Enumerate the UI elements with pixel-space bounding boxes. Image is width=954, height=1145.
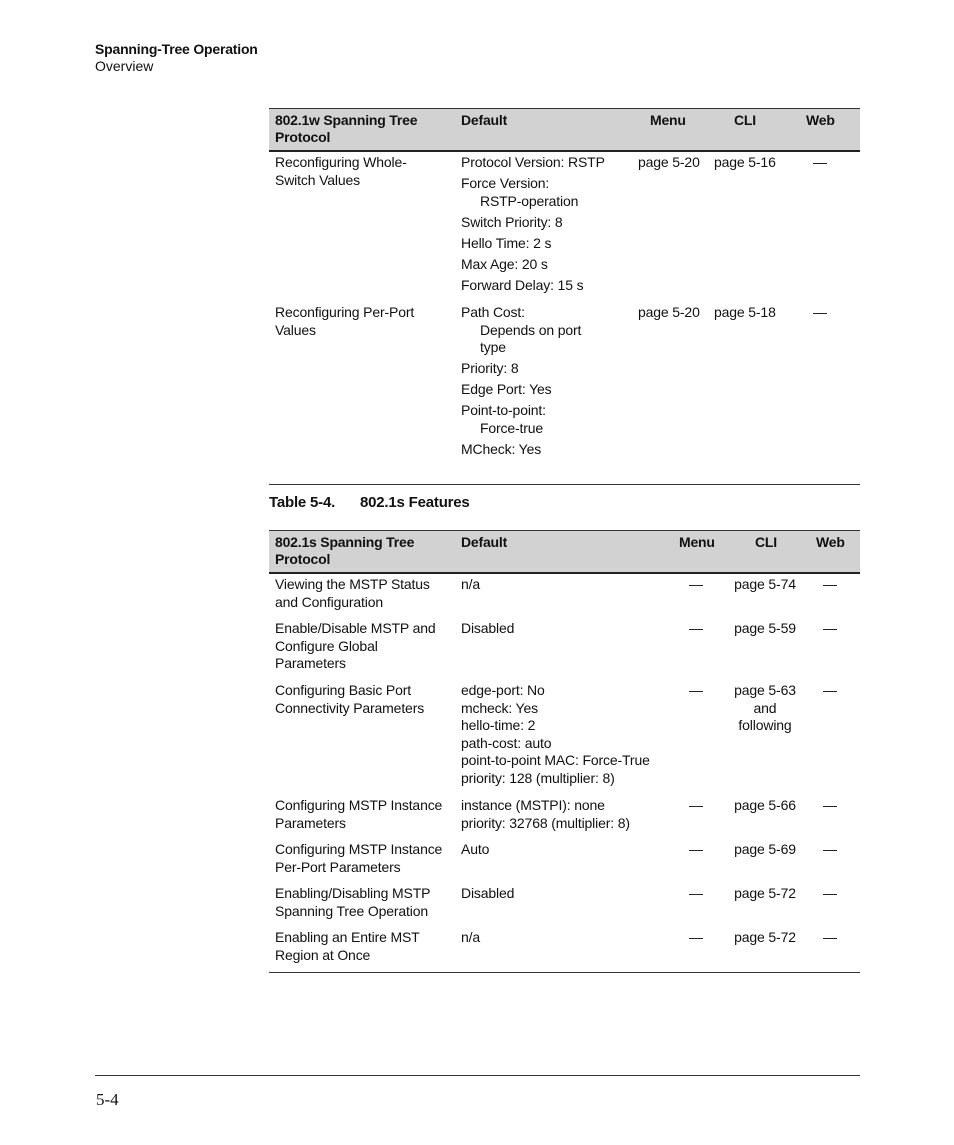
column-header-default: Default [461, 112, 508, 128]
cli-cell: page 5-66 [734, 797, 796, 813]
web-cell: — [823, 797, 837, 813]
column-header-web: Web [806, 112, 835, 128]
cli-cell: page 5-18 [714, 304, 776, 320]
column-header-cli: CLI [755, 534, 777, 550]
cli-cell: page 5-16 [714, 154, 776, 170]
column-header-cli: CLI [734, 112, 756, 128]
cli-cell: page 5-72 [734, 929, 796, 945]
column-header-web: Web [816, 534, 845, 550]
column-header-menu: Menu [679, 534, 715, 550]
menu-cell: — [689, 682, 703, 698]
feature-cell: Configuring Basic Port Connectivity Parameters [275, 682, 425, 716]
menu-cell: — [689, 929, 703, 945]
table-802-1w [269, 108, 860, 457]
feature-cell: Configuring MSTP Instance Parameters [275, 797, 443, 831]
web-cell: — [823, 841, 837, 857]
web-cell: — [813, 154, 827, 170]
column-header-protocol: 802.1w Spanning Tree Protocol [275, 112, 418, 145]
cli-cell: page 5-72 [734, 885, 796, 901]
default-cell: Path Cost: Depends on port type Priority: 8 Edge Port: Yes Point-to-point: Force-true MCheck: Yes [461, 304, 582, 457]
cli-cell: page 5-63 and following [734, 682, 796, 733]
feature-cell: Reconfiguring Whole- Switch Values [275, 154, 407, 188]
table-header-row [269, 108, 860, 152]
web-cell: — [823, 576, 837, 592]
table-title: 802.1s Features [360, 494, 470, 511]
footer-rule [95, 1075, 860, 1076]
table-caption [269, 494, 470, 512]
web-cell: — [823, 620, 837, 636]
web-cell: — [823, 929, 837, 945]
menu-cell: — [689, 620, 703, 636]
cli-cell: page 5-74 [734, 576, 796, 592]
menu-cell: — [689, 576, 703, 592]
feature-cell: Enabling an Entire MST Region at Once [275, 929, 420, 963]
table-bottom-rule [269, 484, 860, 485]
column-header-default: Default [461, 534, 508, 550]
web-cell: — [823, 682, 837, 698]
cli-cell: page 5-59 [734, 620, 796, 636]
default-cell: n/a [461, 576, 481, 592]
feature-cell: Enable/Disable MSTP and Configure Global Parameters [275, 620, 436, 671]
feature-cell: Configuring MSTP Instance Per-Port Parameters [275, 841, 443, 875]
column-header-menu: Menu [650, 112, 686, 128]
default-cell: n/a [461, 929, 481, 945]
default-cell: Disabled [461, 620, 515, 636]
page-number: 5-4 [96, 1090, 119, 1109]
web-cell: — [823, 885, 837, 901]
menu-cell: page 5-20 [638, 304, 700, 320]
default-cell: Protocol Version: RSTP Force Version: RSTP-operation Switch Priority: 8 Hello Time: 2 s Max Age: 20 s Forward Delay: 15 s [461, 154, 605, 293]
default-cell: edge-port: No mcheck: Yes hello-time: 2 path-cost: auto point-to-point MAC: Force-True priority: 128 (multiplier: 8) [461, 682, 650, 786]
menu-cell: — [689, 841, 703, 857]
menu-cell: — [689, 797, 703, 813]
cli-cell: page 5-69 [734, 841, 796, 857]
table-header-row [269, 530, 860, 574]
column-header-protocol: 802.1s Spanning Tree Protocol [275, 534, 415, 567]
default-cell: Disabled [461, 885, 515, 901]
table-number: Table 5-4. [269, 494, 336, 511]
running-header-section: Spanning-Tree Operation [95, 41, 258, 57]
table-bottom-rule [269, 972, 860, 973]
running-header-subsection: Overview [95, 58, 154, 74]
feature-cell: Viewing the MSTP Status and Configuration [275, 576, 430, 610]
web-cell: — [813, 304, 827, 320]
menu-cell: — [689, 885, 703, 901]
feature-cell: Reconfiguring Per-Port Values [275, 304, 415, 338]
default-cell: Auto [461, 841, 490, 857]
table-802-1s [269, 530, 860, 963]
default-cell: instance (MSTPI): none priority: 32768 (multiplier: 8) [461, 797, 630, 831]
menu-cell: page 5-20 [638, 154, 700, 170]
feature-cell: Enabling/Disabling MSTP Spanning Tree Operation [275, 885, 431, 919]
